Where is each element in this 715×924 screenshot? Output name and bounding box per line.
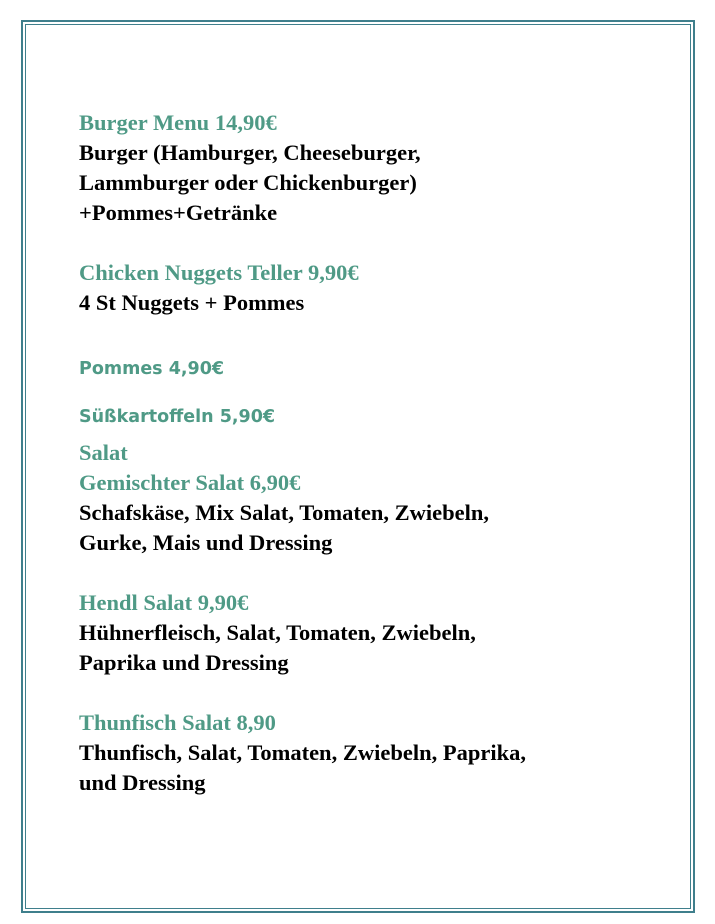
spacer bbox=[79, 558, 679, 588]
pommes-heading: Pommes 4,90€ bbox=[79, 359, 225, 379]
burger-menu-item bbox=[79, 108, 679, 228]
spacer bbox=[79, 228, 679, 258]
burger-menu-description-line: +Pommes+Getränke bbox=[79, 200, 278, 225]
thunfisch-salat-description-line: Thunfisch, Salat, Tomaten, Zwiebeln, Paprika, bbox=[79, 740, 526, 765]
burger-menu-heading: Burger Menu 14,90€ bbox=[79, 110, 277, 135]
spacer bbox=[79, 678, 679, 708]
spacer bbox=[79, 318, 679, 354]
chicken-nuggets-item bbox=[79, 258, 679, 318]
burger-menu-description-line: Lammburger oder Chickenburger) bbox=[79, 170, 417, 195]
salat-section-heading: Salat bbox=[79, 440, 128, 465]
thunfisch-salat-item bbox=[79, 708, 679, 798]
chicken-nuggets-description: 4 St Nuggets + Pommes bbox=[79, 290, 305, 315]
hendl-salat-item bbox=[79, 588, 679, 678]
hendl-salat-heading: Hendl Salat 9,90€ bbox=[79, 590, 249, 615]
menu-content bbox=[79, 108, 679, 798]
hendl-salat-description-line: Paprika und Dressing bbox=[79, 650, 289, 675]
gemischter-salat-heading: Gemischter Salat 6,90€ bbox=[79, 470, 301, 495]
spacer bbox=[79, 384, 679, 402]
gemischter-salat-description-line: Gurke, Mais und Dressing bbox=[79, 530, 333, 555]
suesskartoffeln-heading: Süßkartoffeln 5,90€ bbox=[79, 407, 276, 427]
gemischter-salat-description-line: Schafskäse, Mix Salat, Tomaten, Zwiebeln, bbox=[79, 500, 490, 525]
gemischter-salat-item bbox=[79, 468, 679, 558]
thunfisch-salat-heading: Thunfisch Salat 8,90 bbox=[79, 710, 276, 735]
chicken-nuggets-heading: Chicken Nuggets Teller 9,90€ bbox=[79, 260, 359, 285]
burger-menu-description-line: Burger (Hamburger, Cheeseburger, bbox=[79, 140, 421, 165]
hendl-salat-description-line: Hühnerfleisch, Salat, Tomaten, Zwiebeln, bbox=[79, 620, 476, 645]
salat-section bbox=[79, 438, 679, 798]
thunfisch-salat-description-line: und Dressing bbox=[79, 770, 206, 795]
